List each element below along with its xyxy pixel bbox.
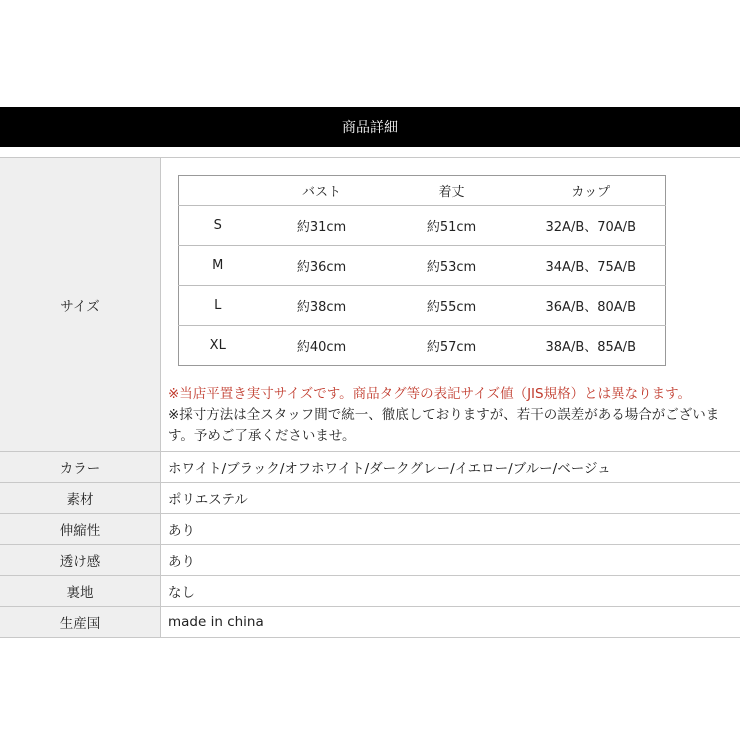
header-title: 商品詳細 (342, 120, 398, 136)
cup-cell: 32A/B、70A/B (517, 206, 666, 246)
size-chart-row (179, 246, 666, 286)
attribute-row-origin (0, 607, 740, 638)
size-chart-row (179, 206, 666, 246)
bust-cell: 約36cm (257, 246, 387, 286)
size-chart-col-header: バスト (257, 176, 387, 206)
attribute-value: made in china (161, 607, 740, 638)
size-chart-col-header (179, 176, 257, 206)
length-cell: 約51cm (387, 206, 517, 246)
size-chart-row (179, 326, 666, 366)
attribute-label: 生産国 (0, 607, 161, 638)
attribute-value: ホワイト/ブラック/オフホワイト/ダークグレー/イエロー/ブルー/ベージュ (161, 452, 740, 483)
size-chart-header (179, 176, 666, 206)
attribute-label: 透け感 (0, 545, 161, 576)
attribute-value: なし (161, 576, 740, 607)
cup-cell: 34A/B、75A/B (517, 246, 666, 286)
size-note-measurement: ※採寸方法は全スタッフ間で統一、徹底しておりますが、若干の誤差がある場合がございます。予めご了承くださいませ。 (168, 407, 720, 444)
attribute-label: 素材 (0, 483, 161, 514)
bust-cell: 約31cm (257, 206, 387, 246)
attribute-row-color (0, 452, 740, 483)
spec-table (0, 157, 740, 638)
size-cell: XL (179, 326, 257, 366)
attribute-value: ポリエステル (161, 483, 740, 514)
size-cell: M (179, 246, 257, 286)
size-label: サイズ (0, 158, 161, 452)
attribute-row-lining (0, 576, 740, 607)
size-chart (178, 175, 666, 366)
size-chart-col-header: カップ (517, 176, 666, 206)
size-cell: L (179, 286, 257, 326)
attribute-row-material (0, 483, 740, 514)
size-cell: S (179, 206, 257, 246)
length-cell: 約53cm (387, 246, 517, 286)
attribute-row-sheerness (0, 545, 740, 576)
cup-cell: 36A/B、80A/B (517, 286, 666, 326)
attribute-value: あり (161, 514, 740, 545)
bust-cell: 約40cm (257, 326, 387, 366)
cup-cell: 38A/B、85A/B (517, 326, 666, 366)
size-row (0, 158, 740, 452)
size-chart-row (179, 286, 666, 326)
size-note-warning: ※当店平置き実寸サイズです。商品タグ等の表記サイズ値（JIS規格）とは異なります。 (168, 386, 692, 402)
attribute-label: 伸縮性 (0, 514, 161, 545)
bust-cell: 約38cm (257, 286, 387, 326)
attribute-label: カラー (0, 452, 161, 483)
product-details-header (0, 107, 740, 147)
size-value-cell (161, 158, 740, 452)
attribute-label: 裏地 (0, 576, 161, 607)
size-notes (168, 384, 738, 447)
attribute-value: あり (161, 545, 740, 576)
length-cell: 約57cm (387, 326, 517, 366)
attribute-row-stretch (0, 514, 740, 545)
size-chart-col-header: 着丈 (387, 176, 517, 206)
length-cell: 約55cm (387, 286, 517, 326)
